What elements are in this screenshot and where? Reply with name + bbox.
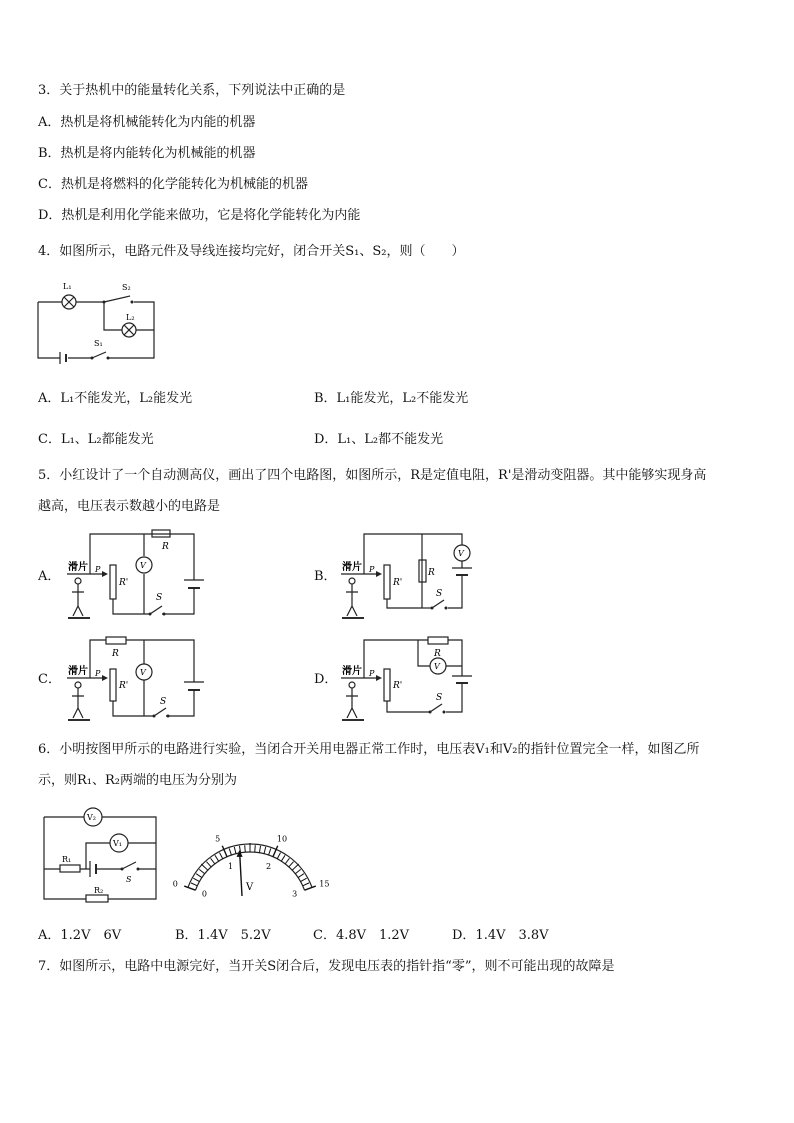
svg-text:R₁: R₁ bbox=[62, 855, 72, 864]
meter-tick bbox=[207, 862, 212, 867]
q6-stem-line2: 示，则R₁、R₂两端的电压为分别为 bbox=[38, 773, 237, 788]
svg-text:V₁: V₁ bbox=[113, 839, 122, 848]
svg-text:V₂: V₂ bbox=[87, 813, 96, 822]
q6-voltmeter-dial-yi bbox=[170, 812, 330, 902]
q7-stem: 7．如图所示，电路中电源完好，当开关S闭合后，发现电压表的指针指“零”，则不可能出现的故障是 bbox=[38, 959, 615, 974]
meter-tick bbox=[191, 883, 197, 886]
meter-tick bbox=[303, 883, 309, 886]
meter-tick bbox=[193, 878, 199, 881]
svg-text:滑片: 滑片 bbox=[342, 562, 362, 573]
svg-text:R': R' bbox=[119, 681, 129, 691]
meter-unit-label: V bbox=[246, 882, 254, 893]
meter-tick bbox=[305, 886, 316, 890]
q5-stem-line2: 越高，电压表示数越小的电路是 bbox=[38, 499, 221, 514]
svg-text:R': R' bbox=[119, 578, 129, 588]
meter-tick bbox=[289, 862, 294, 867]
svg-text:V: V bbox=[140, 561, 146, 570]
q4-option-d: D．L₁、L₂都不能发光 bbox=[314, 432, 444, 447]
q5-circuit-d bbox=[338, 636, 483, 722]
q6-circuit-figure-jia bbox=[42, 805, 160, 905]
q5-letter-d: D． bbox=[314, 672, 338, 687]
svg-text:P: P bbox=[95, 565, 101, 574]
svg-text:滑片: 滑片 bbox=[68, 562, 88, 573]
meter-tick bbox=[211, 858, 215, 864]
svg-text:R': R' bbox=[393, 578, 403, 588]
q4-label-s2: S₂ bbox=[122, 283, 131, 292]
q5-stem-line1: 5．小红设计了一个自动测高仪，画出了四个电路图，如图所示，R是定值电阻，R'是滑动变阻器。其中能够实现身高 bbox=[38, 468, 707, 483]
svg-text:P: P bbox=[369, 669, 375, 678]
q3-option-a: A．热机是将机械能转化为内能的机器 bbox=[38, 115, 256, 130]
q4-stem: 4．如图所示，电路元件及导线连接均完好，闭合开关S₁、S₂，则（ ） bbox=[38, 244, 465, 259]
q3-option-d: D．热机是利用化学能来做功，它是将化学能转化为内能 bbox=[38, 208, 361, 223]
meter-tick bbox=[184, 886, 195, 890]
meter-tick bbox=[219, 853, 222, 859]
meter-tick bbox=[259, 846, 260, 853]
svg-text:R: R bbox=[434, 649, 441, 659]
q4-option-c: C．L₁、L₂都能发光 bbox=[38, 432, 154, 447]
meter-tick bbox=[264, 847, 266, 854]
svg-text:V: V bbox=[140, 668, 146, 677]
svg-text:R: R bbox=[112, 649, 119, 659]
meter-tick bbox=[273, 846, 278, 857]
meter-tick bbox=[234, 847, 236, 854]
meter-inner-label: 0 bbox=[201, 889, 207, 899]
svg-text:S: S bbox=[436, 589, 443, 599]
q3-option-b: B．热机是将内能转化为机械能的机器 bbox=[38, 146, 256, 161]
meter-tick bbox=[215, 855, 219, 861]
q3-stem: 3．关于热机中的能量转化关系，下列说法中正确的是 bbox=[38, 83, 346, 98]
q5-letter-b: B． bbox=[314, 569, 337, 584]
meter-tick bbox=[277, 853, 280, 859]
q4-option-b: B．L₁能发光，L₂不能发光 bbox=[314, 391, 469, 406]
svg-text:S: S bbox=[160, 697, 167, 707]
meter-outer-label: 0 bbox=[172, 879, 178, 889]
q6-option-b: B．1.4V 5.2V bbox=[175, 928, 271, 943]
meter-inner-label: 2 bbox=[266, 861, 272, 871]
meter-tick bbox=[199, 869, 204, 873]
q4-label-s1: S₁ bbox=[94, 339, 103, 348]
meter-outer-label: 5 bbox=[215, 834, 221, 844]
meter-tick bbox=[301, 878, 307, 881]
q5-letter-c: C． bbox=[38, 672, 61, 687]
svg-text:S: S bbox=[126, 875, 132, 884]
q3-option-c: C．热机是将燃料的化学能转化为机械能的机器 bbox=[38, 177, 308, 192]
svg-text:P: P bbox=[95, 669, 101, 678]
q5-circuit-b bbox=[338, 530, 483, 622]
meter-tick bbox=[292, 864, 299, 870]
meter-needle bbox=[240, 851, 242, 896]
svg-text:R₂: R₂ bbox=[94, 886, 104, 895]
svg-text:滑片: 滑片 bbox=[342, 666, 362, 677]
q6-option-c: C．4.8V 1.2V bbox=[313, 928, 410, 943]
q4-circuit-figure bbox=[36, 280, 161, 365]
meter-tick bbox=[295, 869, 300, 873]
svg-text:S: S bbox=[156, 593, 163, 603]
meter-tick bbox=[285, 858, 289, 864]
svg-text:R: R bbox=[428, 568, 435, 578]
meter-tick bbox=[281, 855, 285, 861]
meter-outer-label: 10 bbox=[276, 834, 288, 844]
meter-tick bbox=[298, 874, 304, 878]
meter-tick bbox=[269, 848, 271, 855]
q6-option-a: A．1.2V 6V bbox=[38, 928, 122, 943]
meter-inner-label: 3 bbox=[292, 889, 298, 899]
meter-outer-label: 15 bbox=[319, 879, 330, 889]
q5-letter-a: A． bbox=[38, 569, 61, 584]
svg-text:V: V bbox=[458, 549, 464, 558]
svg-text:V: V bbox=[434, 662, 440, 671]
q5-circuit-c bbox=[62, 636, 207, 722]
meter-tick bbox=[229, 848, 231, 855]
meter-tick bbox=[201, 864, 208, 870]
meter-tick bbox=[245, 845, 246, 852]
meter-tick bbox=[196, 874, 202, 878]
svg-text:P: P bbox=[369, 565, 375, 574]
svg-text:S: S bbox=[436, 693, 443, 703]
svg-text:滑片: 滑片 bbox=[68, 666, 88, 677]
meter-inner-label: 1 bbox=[227, 861, 234, 871]
svg-text:R: R bbox=[162, 542, 169, 552]
svg-text:R': R' bbox=[393, 681, 403, 691]
q6-stem-line1: 6．小明按图甲所示的电路进行实验，当闭合开关用电器正常工作时，电压表V₁和V₂的指针位置完全一样，如图乙所 bbox=[38, 742, 700, 757]
meter-tick bbox=[222, 846, 227, 857]
q4-label-l2: L₂ bbox=[126, 313, 135, 322]
q6-option-d: D．1.4V 3.8V bbox=[452, 928, 549, 943]
q4-option-a: A．L₁不能发光，L₂能发光 bbox=[38, 391, 193, 406]
meter-tick bbox=[255, 845, 256, 852]
q4-label-l1: L₁ bbox=[63, 282, 72, 291]
q5-circuit-a bbox=[62, 530, 207, 622]
